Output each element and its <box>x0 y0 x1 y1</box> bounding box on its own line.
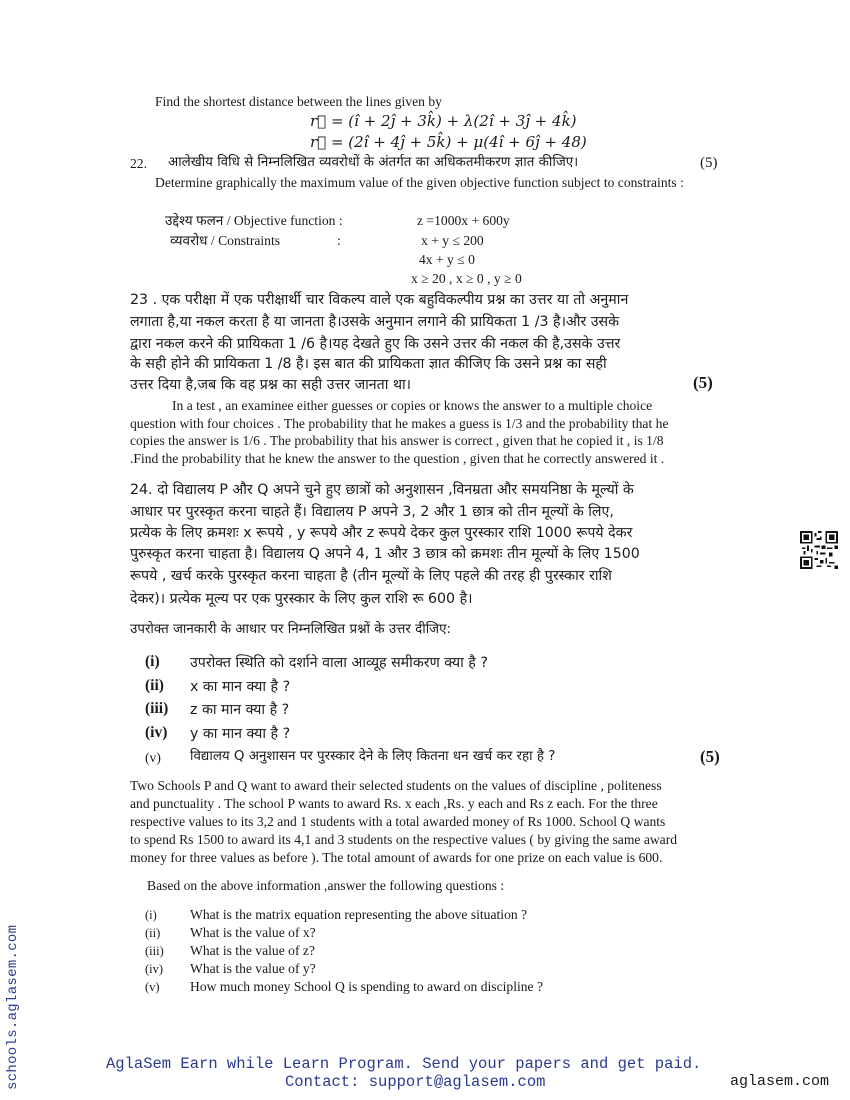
q24-hindi-item: z का मान क्या है ? <box>190 702 290 718</box>
footer-site-link[interactable]: aglasem.com <box>730 1073 830 1090</box>
q24-hindi-item-number: (i) <box>145 653 160 670</box>
q24-english-prompt: Based on the above information ,answer the following questions : <box>147 878 505 893</box>
q22-constraint-1: x + y ≤ 200 <box>421 233 484 248</box>
q22-marks: (5) <box>700 155 718 171</box>
qr-code-icon <box>800 531 838 569</box>
q21-intro: Find the shortest distance between the lines given by <box>155 94 442 109</box>
q24-english-line-4: to spend Rs 1500 to award its 4,1 and 3 students on the respective values ( by giving the same award <box>130 832 678 847</box>
q22-constraint-2: 4x + y ≤ 0 <box>419 252 475 267</box>
q22-number: 22. <box>130 156 147 171</box>
q24-english-item-number: (i) <box>145 908 157 922</box>
q24-hindi-item: y का मान क्या है ? <box>190 726 291 742</box>
q24-hindi-line-1: 24. दो विद्यालय P और Q अपने चुने हुए छात्रों को अनुशासन ,विनम्रता और समयनिष्ठा के मूल्यों के <box>130 482 634 498</box>
q24-hindi-prompt: उपरोक्त जानकारी के आधार पर निम्नलिखित प्रश्नों के उत्तर दीजिए: <box>130 622 452 637</box>
q24-english-item-number: (iii) <box>145 944 164 958</box>
q24-english-item: What is the value of z? <box>190 943 315 958</box>
q24-english-item: What is the matrix equation representing the above situation ? <box>190 907 528 922</box>
footer-contact-link[interactable]: Contact: support@aglasem.com <box>285 1073 546 1091</box>
q23-hindi-line-5: उत्तर दिया है,जब कि वह प्रश्न का सही उत्तर जानता था। <box>130 377 412 393</box>
q24-english-item-number: (ii) <box>145 926 161 940</box>
q24-hindi-item-number: (v) <box>145 750 161 765</box>
side-url-watermark[interactable]: schools.aglasem.com <box>5 924 21 1090</box>
q23-english-line-3: copies the answer is 1/6 . The probability that his answer is correct , given that he copied it , is 1/8 <box>130 433 664 448</box>
q24-hindi-item-number: (ii) <box>145 677 164 694</box>
q24-hindi-item: x का मान क्या है ? <box>190 679 291 695</box>
q24-english-line-3: respective values to its 3,2 and 1 students with a total awarded money of Rs 1000. School Q wants <box>130 814 666 829</box>
footer-program-text[interactable]: AglaSem Earn while Learn Program. Send your papers and get paid. <box>106 1055 702 1073</box>
q22-constraints-label: व्यवरोध / Constraints <box>170 233 281 248</box>
q24-english-line-2: and punctuality . The school P wants to award Rs. x each ,Rs. y each and Rs z each. For the three <box>130 796 658 811</box>
q23-english-line-1: In a test , an examinee either guesses or copies or knows the answer to a multiple choice <box>172 398 653 413</box>
q23-english-line-4: .Find the probability that he knew the answer to the question , given that he correctly answered it . <box>130 451 665 466</box>
q24-hindi-line-3: प्रत्येक के लिए क्रमशः x रूपये , y रूपये और z रूपये देकर कुल पुरस्कार राशि 1000 रूपये देकर <box>130 525 633 541</box>
q24-english-item: What is the value of x? <box>190 925 316 940</box>
q24-english-item: How much money School Q is spending to award on discipline ? <box>190 979 544 994</box>
q23-hindi-line-3: द्वारा नकल करने की प्रायिकता 1 /6 है।यह देखते हुए कि उसने उत्तर की नकल की है,उसके उत्तर <box>130 336 621 352</box>
q24-english-item-number: (iv) <box>145 962 164 976</box>
q24-hindi-item-number: (iv) <box>145 724 168 741</box>
q21-equation-1: r⃗ = (î + 2ĵ + 3k̂) + λ(2î + 3ĵ + 4k̂) <box>310 112 577 130</box>
q22-objective: z =1000x + 600y <box>417 213 510 228</box>
q21-equation-2: r⃗ = (2î + 4ĵ + 5k̂) + μ(4î + 6ĵ + 48) <box>310 133 587 151</box>
q24-english-line-1: Two Schools P and Q want to award their selected students on the values of discipline , politeness <box>130 778 662 793</box>
q24-hindi-item: विद्यालय Q अनुशासन पर पुरस्कार देने के लिए कितना धन खर्च कर रहा है ? <box>190 749 556 764</box>
q24-marks: (5) <box>700 747 720 766</box>
q24-hindi-item: उपरोक्त स्थिति को दर्शाने वाला आव्यूह समीकरण क्या है ? <box>190 655 488 671</box>
q23-hindi-line-2: लगाता है,या नकल करता है या जानता है।उसके अनुमान लगाने की प्रायिकता 1 /3 है।और उसके <box>130 314 620 330</box>
q24-hindi-item-number: (iii) <box>145 700 169 717</box>
q22-hindi: आलेखीय विधि से निम्नलिखित व्यवरोधों के अंतर्गत का अधिकतमीकरण ज्ञात कीजिए। <box>168 155 579 170</box>
q24-hindi-line-5: रूपये , खर्च करके पुरस्कृत करना चाहता है (तीन मूल्यों के लिए पहले की तरह ही पुरस्कार राशि <box>130 568 612 584</box>
q24-english-line-5: money for three values as before ). The total amount of awards for one prize on each value is 600. <box>130 850 663 865</box>
q24-hindi-line-2: आधार पर पुरस्कृत करना चाहते हैं। विद्यालय P अपने 3, 2 और 1 छात्र को तीन मूल्यों के लिए, <box>130 504 614 520</box>
q22-objective-label: उद्देश्य फलन / Objective function : <box>165 213 343 228</box>
q22-english: Determine graphically the maximum value of the given objective function subject to constraints : <box>155 175 684 190</box>
q23-hindi-line-4: के सही होने की प्रायिकता 1 /8 है। इस बात की प्रायिकता ज्ञात कीजिए कि उसने प्रश्न का सही <box>130 356 607 372</box>
q24-english-item-number: (v) <box>145 980 160 994</box>
q24-hindi-line-6: देकर)। प्रत्येक मूल्य पर एक पुरस्कार के लिए कुल राशि रू 600 है। <box>130 591 473 607</box>
q23-hindi-line-1: 23 . एक परीक्षा में एक परीक्षार्थी चार विकल्प वाले एक बहुविकल्पीय प्रश्न का उत्तर या तो अनुमान <box>130 292 629 308</box>
q23-marks: (5) <box>693 373 713 392</box>
q24-english-item: What is the value of y? <box>190 961 316 976</box>
q22-colon: : <box>337 233 341 248</box>
q24-hindi-line-4: पुरुस्कृत करना चाहता है। विद्यालय Q अपने 4, 1 और 3 छात्र को क्रमशः तीन मूल्यों के लिए 1500 <box>130 546 640 562</box>
q22-constraint-3: x ≥ 20 , x ≥ 0 , y ≥ 0 <box>411 271 522 286</box>
q23-english-line-2: question with four choices . The probability that he makes a guess is 1/3 and the probability that he <box>130 416 669 431</box>
